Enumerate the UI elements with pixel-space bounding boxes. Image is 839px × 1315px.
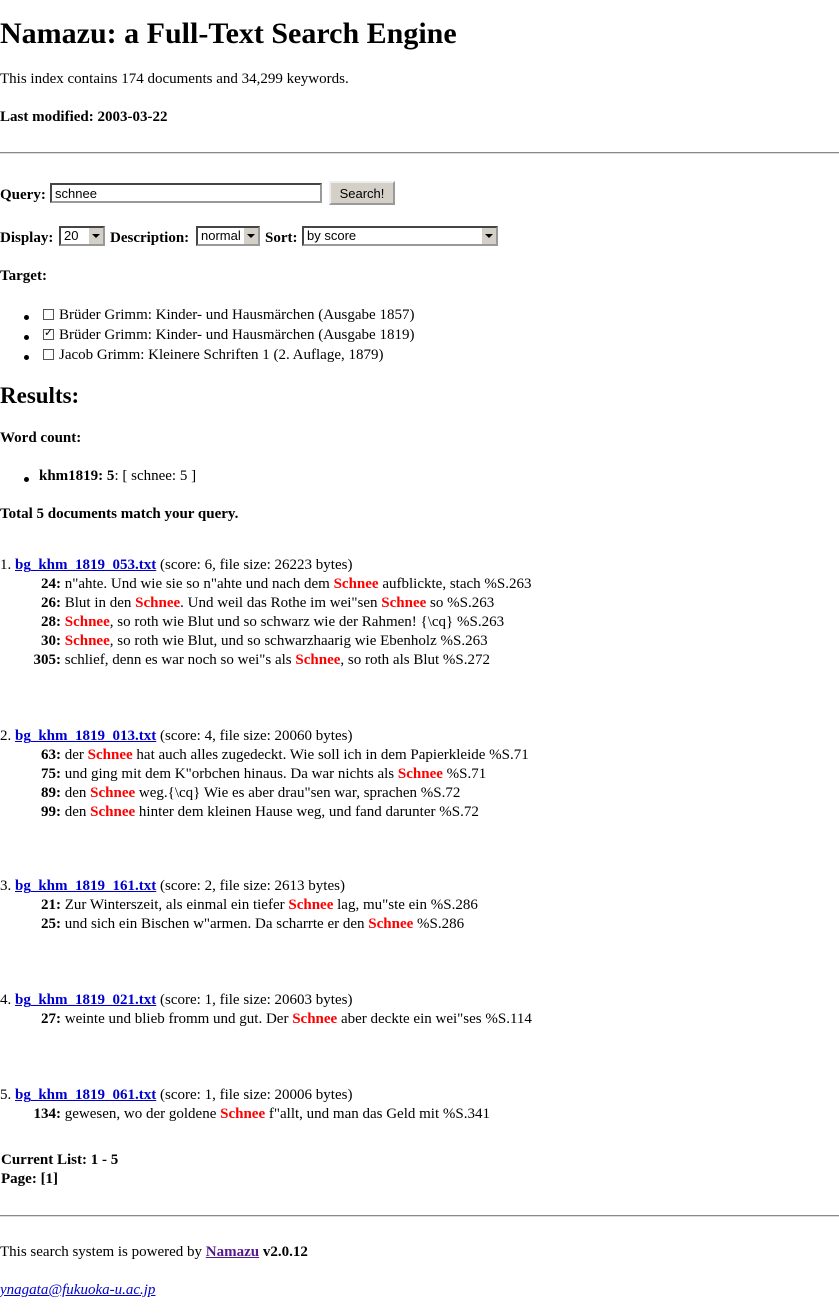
result-meta: (score: 6, file size: 26223 bytes): [160, 557, 353, 573]
snippet-text: %S.71: [442, 766, 487, 782]
result-header: [0, 991, 352, 1010]
target-checkbox[interactable]: [43, 309, 54, 320]
search-term-highlight: Schnee: [90, 785, 136, 801]
search-term-highlight: Schnee: [288, 897, 334, 913]
snippet-text: hat auch alles zugedeckt. Wie soll ich in dem Papierkleide %S.71: [132, 747, 529, 763]
snippet-line: [0, 803, 479, 822]
sort-value: by score: [307, 228, 357, 243]
search-term-highlight: Schnee: [64, 614, 110, 630]
display-label: Display:: [0, 230, 54, 246]
word-count-detail: : [ schnee: 5 ]: [114, 468, 197, 484]
search-term-highlight: Schnee: [87, 747, 133, 763]
result-rank: 1.: [0, 557, 12, 573]
snippet-text: und ging mit dem K"orbchen hinaus. Da war nichts als: [64, 766, 398, 782]
current-list: Current List: 1 - 5: [1, 1152, 119, 1168]
result-meta: (score: 1, file size: 20603 bytes): [160, 992, 353, 1008]
snippet-line: [0, 594, 494, 613]
last-modified: Last modified: 2003-03-22: [0, 109, 168, 125]
search-term-highlight: Schnee: [135, 595, 181, 611]
search-term-highlight: Schnee: [333, 576, 379, 592]
snippet-line: [0, 896, 478, 915]
snippet-line-number: 26:: [41, 595, 61, 611]
search-term-highlight: Schnee: [381, 595, 427, 611]
query-label: Query:: [0, 187, 46, 203]
bullet-icon: [24, 477, 29, 482]
snippet-text: Zur Winterszeit, als einmal ein tiefer: [64, 897, 289, 913]
snippet-text: hinter dem kleinen Hause weg, und fand darunter %S.72: [135, 804, 479, 820]
result-link[interactable]: bg_khm_1819_061.txt: [15, 1087, 157, 1103]
snippet-line-number: 305:: [33, 652, 61, 668]
snippet-line-number: 134:: [33, 1106, 61, 1122]
snippet-text: aufblickte, stach %S.263: [378, 576, 532, 592]
snippet-text: f"allt, und man das Geld mit %S.341: [265, 1106, 490, 1122]
snippet-line: [0, 746, 529, 765]
snippet-line-number: 27:: [41, 1011, 61, 1027]
chevron-down-icon: [88, 228, 103, 244]
result-link[interactable]: bg_khm_1819_013.txt: [15, 728, 157, 744]
snippet-text: gewesen, wo der goldene: [64, 1106, 221, 1122]
sort-select[interactable]: [302, 226, 498, 246]
result-header: [0, 877, 345, 896]
snippet-line: [0, 613, 504, 632]
snippet-line-number: 25:: [41, 916, 61, 932]
target-label-1819[interactable]: Brüder Grimm: Kinder- und Hausmärchen (Ausgabe 1819): [59, 327, 415, 343]
powered-by: [0, 1244, 308, 1261]
snippet-line: [0, 651, 490, 670]
query-input[interactable]: [50, 183, 322, 203]
result-link[interactable]: bg_khm_1819_161.txt: [15, 878, 157, 894]
target-label-schriften[interactable]: Jacob Grimm: Kleinere Schriften 1 (2. Auflage, 1879): [59, 347, 384, 363]
bullet-icon: [24, 315, 29, 320]
snippet-line: [0, 1010, 532, 1029]
result-rank: 5.: [0, 1087, 12, 1103]
snippet-line-number: 99:: [41, 804, 61, 820]
search-button[interactable]: Search!: [329, 181, 395, 205]
result-rank: 4.: [0, 992, 12, 1008]
total-matches: Total 5 documents match your query.: [0, 506, 239, 522]
powered-by-text: This search system is powered by: [0, 1244, 206, 1260]
snippet-line: [0, 784, 460, 803]
bullet-icon: [24, 355, 29, 360]
snippet-line: [0, 632, 488, 651]
result-header: [0, 1086, 352, 1105]
page-title: Namazu: a Full-Text Search Engine: [0, 17, 457, 50]
snippet-line-number: 28:: [41, 614, 61, 630]
search-term-highlight: Schnee: [397, 766, 443, 782]
search-term-highlight: Schnee: [295, 652, 341, 668]
description-select[interactable]: [196, 226, 260, 246]
chevron-down-icon: [481, 228, 496, 244]
snippet-line-number: 75:: [41, 766, 61, 782]
search-term-highlight: Schnee: [64, 633, 110, 649]
bullet-icon: [24, 335, 29, 340]
snippet-text: und sich ein Bischen w"armen. Da scharrte er den: [64, 916, 369, 932]
snippet-text: weinte und blieb fromm und gut. Der: [64, 1011, 293, 1027]
snippet-line-number: 63:: [41, 747, 61, 763]
snippet-line-number: 30:: [41, 633, 61, 649]
search-term-highlight: Schnee: [220, 1106, 266, 1122]
snippet-line-number: 21:: [41, 897, 61, 913]
snippet-line: [0, 1105, 490, 1124]
result-header: [0, 556, 352, 575]
target-checkbox[interactable]: [43, 329, 54, 340]
result-link[interactable]: bg_khm_1819_053.txt: [15, 557, 157, 573]
description-label: Description:: [110, 230, 190, 246]
result-header: [0, 727, 352, 746]
snippet-text: , so roth wie Blut, und so schwarzhaarig wie Ebenholz %S.263: [109, 633, 488, 649]
snippet-text: %S.286: [413, 916, 465, 932]
snippet-line-number: 89:: [41, 785, 61, 801]
snippet-text: schlief, denn es war noch so wei"s als: [64, 652, 296, 668]
target-label-1857[interactable]: Brüder Grimm: Kinder- und Hausmärchen (Ausgabe 1857): [59, 307, 415, 323]
contact-email: [0, 1282, 155, 1299]
snippet-line: [0, 915, 464, 934]
chevron-down-icon: [243, 228, 258, 244]
search-term-highlight: Schnee: [90, 804, 136, 820]
result-meta: (score: 1, file size: 20006 bytes): [160, 1087, 353, 1103]
namazu-link[interactable]: Namazu: [205, 1244, 260, 1260]
word-count-index: khm1819: 5: [39, 468, 115, 484]
results-heading: Results:: [0, 383, 80, 408]
snippet-text: den: [64, 804, 91, 820]
result-link[interactable]: bg_khm_1819_021.txt: [15, 992, 157, 1008]
email-link[interactable]: ynagata@fukuoka-u.ac.jp: [0, 1282, 156, 1298]
target-checkbox[interactable]: [43, 349, 54, 360]
snippet-text: der: [64, 747, 88, 763]
snippet-line: [0, 575, 531, 594]
namazu-version: v2.0.12: [259, 1244, 308, 1260]
snippet-line: [0, 765, 486, 784]
snippet-text: . Und weil das Rothe im wei"sen: [180, 595, 382, 611]
word-count-label: Word count:: [0, 430, 82, 446]
search-term-highlight: Schnee: [368, 916, 414, 932]
result-rank: 2.: [0, 728, 12, 744]
result-meta: (score: 2, file size: 2613 bytes): [160, 878, 345, 894]
snippet-text: den: [64, 785, 91, 801]
result-meta: (score: 4, file size: 20060 bytes): [160, 728, 353, 744]
snippet-text: weg.{\cq} Wie es aber drau"sen war, sprachen %S.72: [135, 785, 461, 801]
bottom-divider: [0, 1215, 839, 1217]
display-value: 20: [64, 228, 79, 243]
snippet-text: , so roth wie Blut und so schwarz wie der Rahmen! {\cq} %S.263: [109, 614, 505, 630]
sort-label: Sort:: [265, 230, 298, 246]
snippet-text: lag, mu"ste ein %S.286: [333, 897, 478, 913]
snippet-text: so %S.263: [426, 595, 495, 611]
display-select[interactable]: [59, 226, 105, 246]
target-label: Target:: [0, 268, 47, 284]
description-value: normal: [201, 228, 241, 243]
page-indicator: Page: [1]: [1, 1171, 59, 1187]
search-term-highlight: Schnee: [292, 1011, 338, 1027]
snippet-text: aber deckte ein wei"ses %S.114: [337, 1011, 532, 1027]
snippet-text: Blut in den: [64, 595, 136, 611]
result-rank: 3.: [0, 878, 12, 894]
word-count-item: [39, 467, 196, 486]
snippet-line-number: 24:: [41, 576, 61, 592]
top-divider: [0, 152, 839, 154]
snippet-text: n"ahte. Und wie sie so n"ahte und nach dem: [64, 576, 334, 592]
index-info: This index contains 174 documents and 34,299 keywords.: [0, 71, 349, 87]
snippet-text: , so roth als Blut %S.272: [340, 652, 490, 668]
